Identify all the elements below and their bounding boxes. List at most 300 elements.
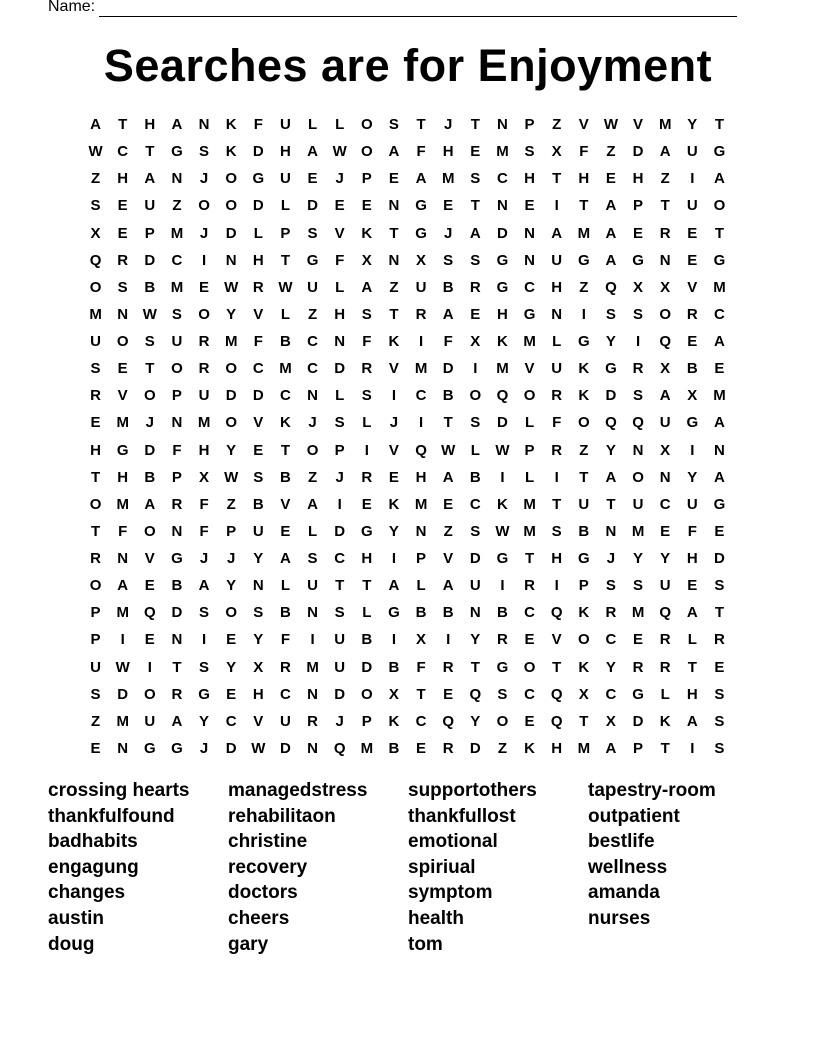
grid-letter[interactable]: I [364, 441, 369, 459]
grid-letter[interactable]: A [361, 278, 373, 296]
grid-letter[interactable]: H [252, 251, 264, 269]
grid-letter[interactable]: P [90, 604, 101, 622]
grid-letter[interactable]: M [577, 739, 591, 757]
grid-letter[interactable]: R [714, 631, 725, 649]
grid-letter[interactable]: A [686, 604, 698, 622]
grid-letter[interactable]: D [225, 224, 237, 242]
grid-letter[interactable]: U [686, 495, 698, 513]
grid-letter[interactable]: E [361, 197, 372, 215]
grid-letter[interactable]: T [552, 170, 562, 188]
grid-letter[interactable]: N [334, 333, 346, 350]
grid-letter[interactable]: A [171, 116, 183, 133]
grid-letter[interactable]: D [252, 387, 264, 405]
grid-letter[interactable]: R [632, 360, 644, 378]
grid-letter[interactable]: F [416, 658, 426, 676]
grid-letter[interactable]: M [631, 522, 645, 540]
grid-letter[interactable]: H [632, 170, 644, 188]
grid-letter[interactable]: I [337, 495, 342, 513]
grid-letter[interactable]: C [307, 333, 318, 350]
grid-letter[interactable]: O [360, 143, 373, 161]
grid-letter[interactable]: K [388, 712, 400, 730]
grid-letter[interactable]: C [225, 712, 237, 730]
grid-letter[interactable]: X [199, 468, 210, 486]
grid-letter[interactable]: Z [579, 441, 589, 459]
grid-letter[interactable]: N [117, 305, 129, 323]
grid-letter[interactable]: S [253, 468, 264, 486]
grid-letter[interactable]: O [89, 577, 102, 595]
grid-letter[interactable]: V [578, 116, 589, 133]
grid-letter[interactable]: G [632, 251, 644, 269]
grid-letter[interactable]: B [442, 604, 454, 622]
grid-letter[interactable]: D [144, 251, 156, 269]
grid-letter[interactable]: Y [605, 658, 616, 676]
grid-letter[interactable]: Q [659, 333, 672, 350]
grid-letter[interactable]: Z [90, 170, 101, 188]
grid-letter[interactable]: E [443, 495, 454, 513]
grid-letter[interactable]: F [118, 522, 128, 540]
grid-letter[interactable]: M [414, 495, 428, 513]
grid-letter[interactable]: S [90, 685, 101, 703]
grid-letter[interactable]: L [335, 278, 345, 296]
grid-letter[interactable]: Q [469, 685, 482, 703]
grid-letter[interactable]: N [605, 522, 617, 540]
grid-letter[interactable]: B [144, 278, 156, 296]
grid-letter[interactable]: L [416, 577, 426, 595]
grid-letter[interactable]: C [524, 278, 535, 296]
grid-letter[interactable]: Q [550, 685, 563, 703]
grid-letter[interactable]: O [659, 305, 672, 323]
grid-letter[interactable]: M [360, 739, 374, 757]
grid-letter[interactable]: Y [388, 522, 399, 540]
grid-letter[interactable]: S [633, 387, 644, 405]
grid-letter[interactable]: K [524, 739, 535, 757]
grid-letter[interactable]: O [225, 414, 238, 432]
grid-letter[interactable]: U [578, 495, 590, 513]
grid-letter[interactable]: U [307, 577, 318, 595]
grid-letter[interactable]: W [115, 658, 130, 676]
grid-letter[interactable]: W [441, 441, 456, 459]
grid-letter[interactable]: G [523, 305, 536, 323]
grid-letter[interactable]: F [199, 495, 209, 513]
grid-letter[interactable]: A [388, 577, 400, 595]
grid-letter[interactable]: P [90, 631, 101, 649]
grid-letter[interactable]: E [633, 224, 644, 242]
grid-letter[interactable]: S [714, 685, 725, 703]
grid-letter[interactable]: S [633, 577, 644, 595]
grid-letter[interactable]: H [117, 170, 129, 188]
grid-letter[interactable]: M [496, 360, 509, 378]
grid-letter[interactable]: I [391, 550, 397, 567]
grid-letter[interactable]: M [496, 143, 509, 161]
grid-letter[interactable]: S [171, 305, 182, 323]
grid-letter[interactable]: R [686, 305, 698, 323]
grid-letter[interactable]: H [686, 550, 698, 567]
grid-letter[interactable]: B [442, 278, 454, 296]
grid-letter[interactable]: U [280, 116, 291, 133]
grid-letter[interactable]: D [632, 143, 644, 161]
grid-letter[interactable]: I [391, 631, 397, 649]
grid-letter[interactable]: U [280, 712, 291, 730]
grid-letter[interactable]: B [252, 495, 264, 513]
grid-letter[interactable]: C [497, 170, 508, 188]
grid-letter[interactable]: E [714, 360, 725, 378]
grid-letter[interactable]: J [444, 224, 453, 242]
grid-letter[interactable]: Z [497, 739, 508, 757]
grid-letter[interactable]: I [690, 739, 695, 757]
grid-letter[interactable]: E [714, 658, 725, 676]
grid-letter[interactable]: Q [550, 604, 563, 622]
grid-letter[interactable]: A [144, 170, 156, 188]
grid-letter[interactable]: A [307, 495, 318, 513]
grid-letter[interactable]: D [225, 387, 237, 405]
grid-letter[interactable]: O [143, 522, 156, 540]
grid-letter[interactable]: N [659, 251, 671, 269]
grid-letter[interactable]: I [690, 441, 695, 459]
grid-letter[interactable]: B [280, 333, 291, 350]
grid-letter[interactable]: E [605, 170, 616, 188]
grid-letter[interactable]: A [686, 712, 698, 730]
grid-letter[interactable]: A [714, 468, 725, 486]
grid-letter[interactable]: O [577, 414, 590, 432]
grid-letter[interactable]: Z [389, 278, 399, 296]
grid-letter[interactable]: B [280, 468, 291, 486]
grid-letter[interactable]: V [524, 360, 535, 378]
grid-letter[interactable]: M [414, 360, 428, 378]
grid-letter[interactable]: S [253, 604, 264, 622]
grid-letter[interactable]: Q [333, 739, 346, 757]
grid-letter[interactable]: D [171, 604, 183, 622]
grid-letter[interactable]: V [388, 360, 399, 378]
grid-letter[interactable]: G [116, 441, 129, 459]
grid-letter[interactable]: F [172, 441, 182, 459]
grid-letter[interactable]: S [470, 414, 481, 432]
grid-letter[interactable]: S [470, 251, 481, 269]
grid-letter[interactable]: W [224, 278, 239, 296]
grid-letter[interactable]: T [470, 658, 480, 676]
grid-letter[interactable]: M [224, 333, 238, 350]
grid-letter[interactable]: M [441, 170, 455, 188]
grid-letter[interactable]: Y [226, 441, 237, 459]
grid-letter[interactable]: O [116, 333, 129, 350]
grid-letter[interactable]: N [225, 251, 237, 269]
grid-letter[interactable]: D [497, 224, 508, 242]
grid-letter[interactable]: N [551, 305, 563, 323]
grid-letter[interactable]: J [335, 170, 344, 188]
grid-letter[interactable]: U [334, 658, 346, 676]
grid-letter[interactable]: L [362, 604, 372, 622]
grid-letter[interactable]: V [253, 305, 264, 323]
grid-letter[interactable]: S [605, 305, 616, 323]
grid-letter[interactable]: B [361, 631, 373, 649]
grid-letter[interactable]: I [418, 414, 424, 432]
grid-letter[interactable]: M [713, 278, 726, 296]
grid-letter[interactable]: V [253, 712, 264, 730]
grid-letter[interactable]: E [144, 631, 155, 649]
grid-letter[interactable]: X [253, 658, 264, 676]
grid-letter[interactable]: B [144, 468, 156, 486]
grid-letter[interactable]: Z [307, 305, 318, 323]
grid-letter[interactable]: G [686, 414, 699, 432]
grid-letter[interactable]: Q [605, 278, 617, 296]
grid-letter[interactable]: I [554, 577, 559, 595]
grid-letter[interactable]: G [577, 333, 590, 350]
grid-letter[interactable]: K [388, 333, 400, 350]
grid-letter[interactable]: S [334, 604, 345, 622]
grid-letter[interactable]: A [117, 577, 129, 595]
grid-letter[interactable]: E [144, 577, 155, 595]
grid-letter[interactable]: T [687, 658, 697, 676]
grid-letter[interactable]: R [252, 278, 264, 296]
grid-letter[interactable]: H [578, 170, 590, 188]
grid-letter[interactable]: G [713, 251, 726, 269]
grid-letter[interactable]: X [660, 278, 671, 296]
grid-letter[interactable]: N [171, 170, 183, 188]
grid-letter[interactable]: A [90, 116, 101, 133]
grid-letter[interactable]: V [551, 631, 562, 649]
grid-letter[interactable]: D [442, 360, 454, 378]
grid-letter[interactable]: I [391, 387, 397, 405]
grid-letter[interactable]: Y [226, 305, 237, 323]
grid-letter[interactable]: R [659, 631, 671, 649]
grid-letter[interactable]: G [306, 251, 319, 269]
grid-letter[interactable]: R [442, 658, 454, 676]
grid-letter[interactable]: U [90, 658, 101, 676]
grid-letter[interactable]: C [524, 685, 535, 703]
grid-letter[interactable]: N [171, 522, 183, 540]
grid-letter[interactable]: V [334, 224, 345, 242]
grid-letter[interactable]: A [714, 333, 725, 350]
grid-letter[interactable]: S [361, 305, 372, 323]
grid-letter[interactable]: B [497, 604, 508, 622]
grid-letter[interactable]: K [497, 495, 508, 513]
grid-letter[interactable]: C [307, 360, 318, 378]
grid-letter[interactable]: A [469, 224, 481, 242]
grid-letter[interactable]: E [524, 631, 535, 649]
grid-letter[interactable]: S [551, 522, 562, 540]
grid-letter[interactable]: V [280, 495, 291, 513]
grid-letter[interactable]: Q [659, 604, 672, 622]
grid-letter[interactable]: X [605, 712, 616, 730]
grid-letter[interactable]: F [579, 143, 589, 161]
grid-letter[interactable]: N [117, 550, 129, 567]
grid-letter[interactable]: J [145, 414, 154, 432]
grid-letter[interactable]: S [307, 224, 318, 242]
name-blank-line[interactable] [99, 2, 737, 17]
grid-letter[interactable]: Q [415, 441, 427, 459]
grid-letter[interactable]: C [280, 685, 291, 703]
grid-letter[interactable]: V [253, 414, 264, 432]
grid-letter[interactable]: K [280, 414, 291, 432]
grid-letter[interactable]: R [415, 305, 427, 323]
grid-letter[interactable]: T [362, 577, 372, 595]
grid-letter[interactable]: N [198, 116, 210, 133]
grid-letter[interactable]: X [470, 333, 481, 350]
grid-letter[interactable]: S [307, 550, 318, 567]
grid-letter[interactable]: G [632, 685, 644, 703]
grid-letter[interactable]: T [714, 116, 725, 133]
grid-letter[interactable]: I [635, 333, 641, 350]
grid-letter[interactable]: E [388, 468, 399, 486]
grid-letter[interactable]: S [605, 577, 616, 595]
grid-letter[interactable]: Y [687, 468, 698, 486]
grid-letter[interactable]: H [551, 278, 563, 296]
grid-letter[interactable]: V [443, 550, 454, 567]
grid-letter[interactable]: B [415, 604, 427, 622]
grid-letter[interactable]: E [280, 522, 291, 540]
grid-letter[interactable]: U [144, 712, 156, 730]
grid-letter[interactable]: I [310, 631, 315, 649]
grid-letter[interactable]: E [687, 577, 698, 595]
grid-letter[interactable]: C [117, 143, 129, 161]
grid-letter[interactable]: G [143, 739, 156, 757]
grid-letter[interactable]: G [496, 550, 509, 567]
grid-letter[interactable]: W [495, 522, 510, 540]
grid-letter[interactable]: B [469, 468, 481, 486]
grid-letter[interactable]: E [90, 739, 101, 757]
grid-letter[interactable]: R [361, 360, 373, 378]
grid-letter[interactable]: I [446, 631, 451, 649]
grid-letter[interactable]: J [444, 116, 453, 133]
grid-letter[interactable]: D [497, 414, 508, 432]
grid-letter[interactable]: U [469, 577, 481, 595]
grid-letter[interactable]: R [198, 333, 210, 350]
grid-letter[interactable]: K [659, 712, 671, 730]
grid-letter[interactable]: G [577, 550, 590, 567]
grid-letter[interactable]: N [524, 224, 535, 242]
grid-letter[interactable]: S [90, 197, 101, 215]
grid-letter[interactable]: J [606, 550, 616, 567]
grid-letter[interactable]: G [577, 251, 590, 269]
grid-letter[interactable]: G [171, 739, 183, 757]
grid-letter[interactable]: I [147, 658, 152, 676]
grid-letter[interactable]: T [416, 116, 426, 133]
grid-letter[interactable]: T [90, 522, 101, 540]
grid-letter[interactable]: X [578, 685, 589, 703]
grid-letter[interactable]: T [714, 224, 725, 242]
grid-letter[interactable]: Z [552, 116, 562, 133]
grid-letter[interactable]: E [117, 224, 128, 242]
grid-letter[interactable]: R [659, 224, 671, 242]
grid-letter[interactable]: O [143, 685, 156, 703]
grid-letter[interactable]: H [686, 685, 698, 703]
grid-letter[interactable]: G [496, 658, 509, 676]
grid-letter[interactable]: T [145, 143, 155, 161]
grid-letter[interactable]: X [361, 251, 372, 269]
grid-letter[interactable]: O [360, 116, 373, 133]
grid-letter[interactable]: E [226, 631, 237, 649]
grid-letter[interactable]: X [388, 685, 399, 703]
grid-letter[interactable]: D [252, 197, 264, 215]
grid-letter[interactable]: D [307, 197, 318, 215]
grid-letter[interactable]: U [252, 522, 264, 540]
grid-letter[interactable]: A [605, 739, 617, 757]
grid-letter[interactable]: Z [172, 197, 182, 215]
grid-letter[interactable]: D [334, 522, 346, 540]
grid-letter[interactable]: B [388, 658, 400, 676]
grid-letter[interactable]: M [523, 522, 536, 540]
grid-letter[interactable]: Q [605, 414, 617, 432]
grid-letter[interactable]: U [686, 197, 698, 215]
grid-letter[interactable]: A [442, 305, 454, 323]
grid-letter[interactable]: N [497, 116, 508, 133]
grid-letter[interactable]: B [442, 387, 454, 405]
grid-letter[interactable]: Z [660, 170, 670, 188]
grid-letter[interactable]: P [416, 550, 427, 567]
grid-letter[interactable]: P [578, 577, 589, 595]
grid-letter[interactable]: N [469, 604, 481, 622]
grid-letter[interactable]: V [687, 278, 698, 296]
grid-letter[interactable]: Y [660, 550, 671, 567]
grid-letter[interactable]: J [199, 224, 209, 242]
grid-letter[interactable]: O [577, 631, 590, 649]
grid-letter[interactable]: P [334, 441, 345, 459]
grid-letter[interactable]: N [388, 251, 400, 269]
grid-letter[interactable]: Q [442, 712, 455, 730]
grid-letter[interactable]: H [551, 550, 563, 567]
grid-letter[interactable]: A [171, 712, 183, 730]
grid-letter[interactable]: E [199, 278, 210, 296]
grid-letter[interactable]: M [116, 414, 129, 432]
grid-letter[interactable]: I [690, 170, 695, 188]
grid-letter[interactable]: C [605, 685, 617, 703]
grid-letter[interactable]: D [117, 685, 129, 703]
grid-letter[interactable]: D [252, 143, 264, 161]
grid-letter[interactable]: O [89, 278, 102, 296]
grid-letter[interactable]: N [307, 739, 318, 757]
grid-letter[interactable]: A [605, 251, 617, 269]
grid-letter[interactable]: I [120, 631, 125, 649]
grid-letter[interactable]: T [606, 495, 616, 513]
grid-letter[interactable]: K [578, 387, 590, 405]
grid-letter[interactable]: J [199, 550, 209, 567]
grid-letter[interactable]: K [578, 360, 590, 378]
grid-letter[interactable]: T [524, 550, 535, 567]
grid-letter[interactable]: A [551, 224, 563, 242]
grid-letter[interactable]: K [361, 224, 373, 242]
grid-letter[interactable]: U [415, 278, 427, 296]
grid-letter[interactable]: S [470, 170, 481, 188]
grid-letter[interactable]: X [416, 631, 427, 649]
grid-letter[interactable]: U [90, 333, 101, 350]
grid-letter[interactable]: G [198, 685, 210, 703]
grid-letter[interactable]: F [443, 333, 453, 350]
grid-letter[interactable]: Z [579, 278, 589, 296]
grid-letter[interactable]: V [117, 387, 128, 405]
grid-letter[interactable]: L [307, 522, 318, 540]
grid-letter[interactable]: Y [253, 631, 264, 649]
grid-letter[interactable]: J [389, 414, 399, 432]
grid-letter[interactable]: N [497, 197, 508, 215]
grid-letter[interactable]: W [278, 278, 293, 296]
grid-letter[interactable]: N [714, 441, 725, 459]
grid-letter[interactable]: P [171, 468, 182, 486]
grid-letter[interactable]: G [252, 170, 265, 188]
grid-letter[interactable]: P [361, 170, 372, 188]
grid-letter[interactable]: S [714, 739, 725, 757]
grid-letter[interactable]: G [388, 604, 400, 622]
grid-letter[interactable]: Y [253, 550, 264, 567]
grid-letter[interactable]: R [551, 387, 563, 405]
grid-letter[interactable]: M [523, 333, 536, 350]
grid-letter[interactable]: S [470, 522, 481, 540]
grid-letter[interactable]: F [416, 143, 426, 161]
grid-letter[interactable]: A [307, 143, 318, 161]
grid-letter[interactable]: S [443, 251, 454, 269]
grid-letter[interactable]: X [551, 143, 562, 161]
grid-letter[interactable]: A [605, 468, 617, 486]
grid-letter[interactable]: N [307, 387, 318, 405]
grid-letter[interactable]: U [659, 577, 671, 595]
